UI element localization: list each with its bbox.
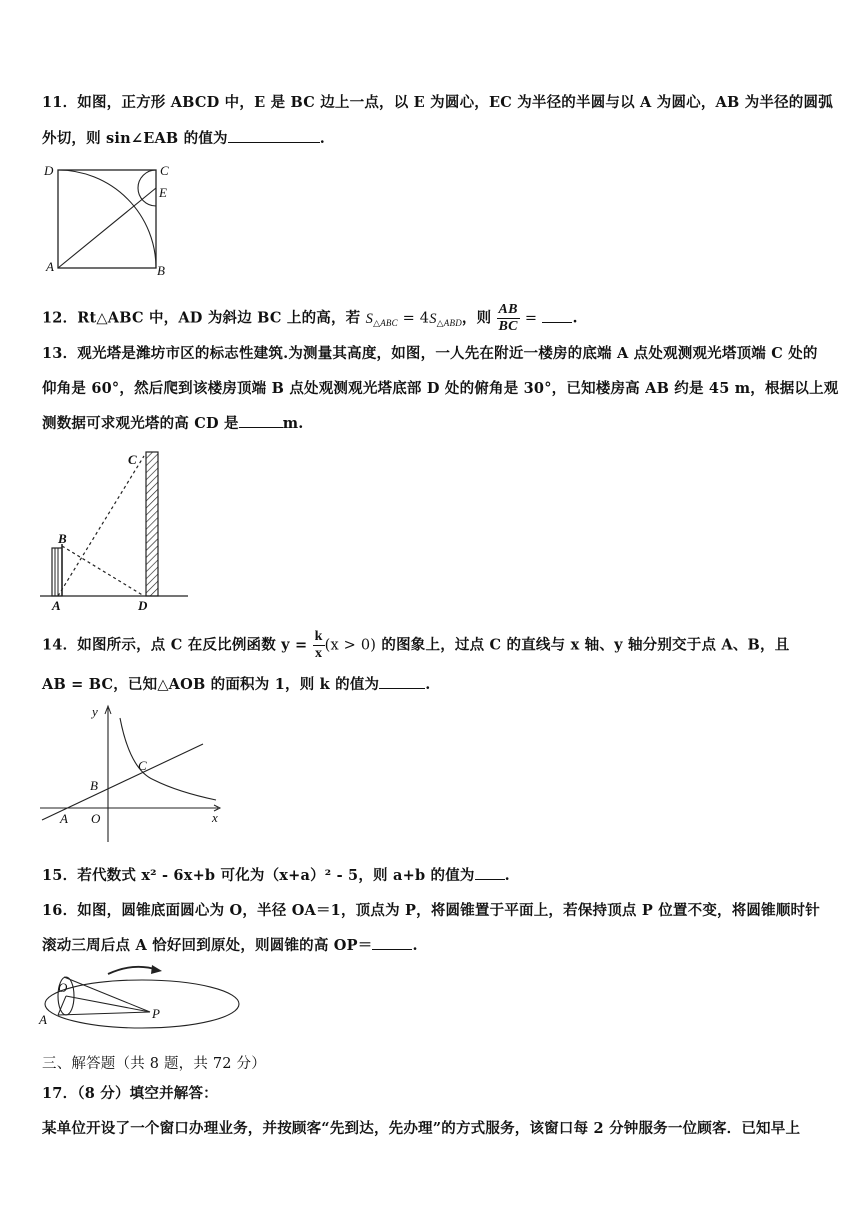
q16-line2: [42, 934, 418, 955]
label-C: C: [138, 758, 147, 773]
q11-line1: 11．如图，正方形 ABCD 中，E 是 BC 边上一点，以 E 为圆心，EC 为半径的半圆与以 A 为圆心，AB 为半径的圆弧: [42, 94, 833, 111]
q16-line1: 16．如图，圆锥底面圆心为 O，半径 OA＝1，顶点为 P，将圆锥置于平面上，若保持顶点 P 位置不变，将圆锥顺时针: [42, 902, 820, 919]
q14-text-b: 的图象上，过点 C 的直线与 x 轴、y 轴分别交于点 A、B，且: [376, 636, 790, 654]
label-B: B: [157, 263, 165, 278]
q14-line2-end: .: [425, 676, 431, 693]
label-E: E: [159, 185, 167, 200]
label-C: C: [160, 163, 169, 178]
q12-eq-mid: = 4: [397, 310, 430, 327]
q15-line: [42, 864, 510, 885]
q17-line2: 某单位开设了一个窗口办理业务，并按顾客“先到达，先办理”的方式服务，该窗口每 2 分钟服务一位顾客．已知早上: [42, 1120, 801, 1137]
q11-line2-end: .: [319, 130, 325, 147]
q14-line2-text: AB = BC，已知△AOB 的面积为 1，则 k 的值为: [42, 676, 380, 693]
q13-line1: 13．观光塔是潍坊市区的标志性建筑.为测量其高度，如图，一人先在附近一楼房的底端 A 点处观测观光塔顶端 C 处的: [42, 345, 818, 362]
label-O: O: [91, 811, 101, 826]
label-A: A: [46, 259, 54, 274]
label-A: A: [39, 1012, 47, 1027]
q12-line: [42, 302, 578, 335]
q14-text-a: 14．如图所示，点 C 在反比例函数 y =: [42, 636, 308, 654]
q12-answer-blank: [542, 321, 572, 323]
q16-line2-text: 滚动三周后点 A 恰好回到原处，则圆锥的高 OP＝: [42, 937, 373, 954]
q12-text: 12．Rt△ABC 中，AD 为斜边 BC 上的高，若: [42, 309, 361, 327]
q14-graph-figure: [38, 700, 228, 842]
q14-condition: (x > 0): [324, 637, 377, 654]
q15-text: 15．若代数式 x² - 6x+b 可化为（x+a）² - 5，则 a+b 的值为: [42, 867, 475, 884]
q13-answer-blank: [239, 426, 283, 428]
label-y: y: [92, 704, 98, 719]
q14-line1: [42, 629, 789, 662]
q11-line2-text: 外切，则 sin∠EAB 的值为: [42, 130, 228, 147]
label-B: B: [90, 778, 98, 793]
q12-area-abc: $S_{\triangle ABC}$: [365, 310, 398, 328]
label-P: P: [152, 1006, 160, 1021]
q12-end: .: [572, 309, 578, 327]
q16-line2-end: .: [412, 937, 418, 954]
q15-answer-blank: [475, 878, 505, 880]
q15-end: .: [504, 867, 510, 884]
label-B: B: [58, 531, 67, 546]
q12-fraction: $\frac{AB}{BC}$: [498, 302, 518, 334]
q13-line2: 仰角是 60°，然后爬到该楼房顶端 B 点处观测观光塔底部 D 处的俯角是 30°，已知楼房高 AB 约是 45 m，根据以上观: [42, 380, 839, 397]
label-x: x: [212, 810, 218, 825]
q12-area-abd: $S_{\triangle ABD}$: [429, 310, 462, 328]
q13-tower-figure: [38, 446, 193, 614]
q12-equals: =: [524, 310, 538, 327]
q17-line1: 17．（8 分）填空并解答：: [42, 1085, 218, 1102]
label-A: A: [52, 598, 61, 613]
label-A: A: [60, 811, 68, 826]
label-D: D: [44, 163, 54, 178]
q14-answer-blank: [379, 687, 425, 689]
q13-line3: [42, 412, 304, 433]
q16-cone-figure: [36, 960, 246, 1032]
label-C: C: [128, 452, 137, 467]
section-3-heading: 三、解答题（共 8 题，共 72 分）: [42, 1056, 266, 1072]
q11-line2: [42, 127, 325, 148]
label-O: O: [58, 980, 68, 995]
label-D: D: [138, 598, 148, 613]
q14-line2: [42, 673, 430, 694]
q14-fraction: $\frac{k}{x}$: [314, 629, 323, 661]
q13-line3-end: m.: [282, 415, 304, 432]
q12-text-b: ，则: [461, 309, 492, 327]
q11-answer-blank: [228, 141, 320, 143]
q16-answer-blank: [372, 948, 412, 950]
q13-line3-text: 测数据可求观光塔的高 CD 是: [42, 415, 239, 432]
q11-square-figure: [40, 158, 180, 280]
